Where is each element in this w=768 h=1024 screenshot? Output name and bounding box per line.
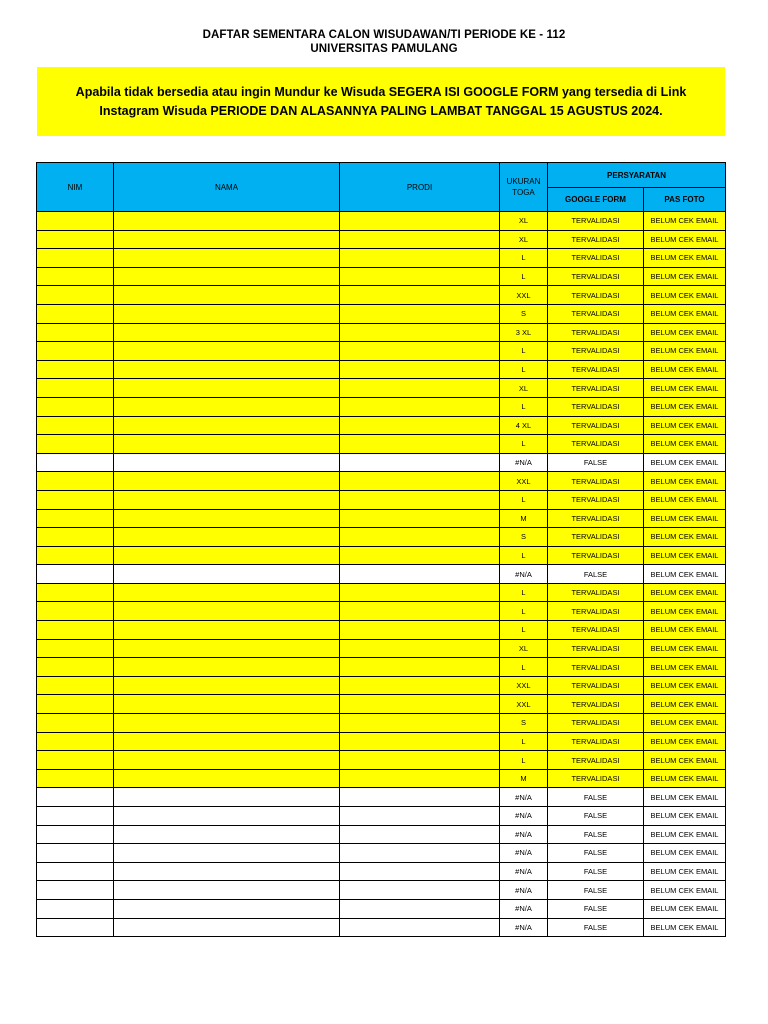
cell-google-form: TERVALIDASI — [548, 360, 644, 379]
header-nama: NAMA — [114, 163, 340, 212]
table-row — [37, 490, 726, 509]
cell-ukuran-toga: M — [500, 509, 548, 528]
cell-google-form: TERVALIDASI — [548, 751, 644, 770]
notice-line-2: Instagram Wisuda PERIODE DAN ALASANNYA PALING LAMBAT TANGGAL 15 AGUSTUS 2024. — [99, 103, 663, 118]
table-row — [37, 453, 726, 472]
cell-google-form: FALSE — [548, 862, 644, 881]
cell-nim — [37, 807, 114, 826]
cell-google-form: TERVALIDASI — [548, 732, 644, 751]
cell-nama — [114, 621, 340, 640]
cell-pas-foto: BELUM CEK EMAIL — [644, 565, 726, 584]
cell-google-form: TERVALIDASI — [548, 583, 644, 602]
cell-nama — [114, 249, 340, 268]
cell-prodi — [340, 490, 500, 509]
cell-prodi — [340, 583, 500, 602]
cell-ukuran-toga: L — [500, 249, 548, 268]
notice-banner — [37, 67, 725, 136]
cell-pas-foto: BELUM CEK EMAIL — [644, 379, 726, 398]
cell-google-form: TERVALIDASI — [548, 397, 644, 416]
cell-google-form: FALSE — [548, 453, 644, 472]
cell-nama — [114, 788, 340, 807]
cell-nama — [114, 397, 340, 416]
table-row — [37, 342, 726, 361]
table-row — [37, 769, 726, 788]
cell-google-form: FALSE — [548, 807, 644, 826]
cell-pas-foto: BELUM CEK EMAIL — [644, 528, 726, 547]
table-row — [37, 230, 726, 249]
table-row — [37, 304, 726, 323]
cell-nama — [114, 844, 340, 863]
cell-nim — [37, 695, 114, 714]
cell-nama — [114, 918, 340, 937]
cell-nim — [37, 528, 114, 547]
cell-ukuran-toga: XL — [500, 379, 548, 398]
cell-pas-foto: BELUM CEK EMAIL — [644, 918, 726, 937]
cell-prodi — [340, 267, 500, 286]
cell-prodi — [340, 639, 500, 658]
cell-nim — [37, 881, 114, 900]
cell-prodi — [340, 379, 500, 398]
cell-ukuran-toga: XL — [500, 639, 548, 658]
cell-pas-foto: BELUM CEK EMAIL — [644, 509, 726, 528]
cell-google-form: TERVALIDASI — [548, 472, 644, 491]
cell-pas-foto: BELUM CEK EMAIL — [644, 546, 726, 565]
cell-prodi — [340, 397, 500, 416]
cell-google-form: FALSE — [548, 899, 644, 918]
cell-prodi — [340, 621, 500, 640]
cell-prodi — [340, 899, 500, 918]
cell-google-form: TERVALIDASI — [548, 416, 644, 435]
cell-pas-foto: BELUM CEK EMAIL — [644, 825, 726, 844]
cell-nama — [114, 862, 340, 881]
cell-nim — [37, 676, 114, 695]
cell-google-form: TERVALIDASI — [548, 695, 644, 714]
table-row — [37, 583, 726, 602]
cell-google-form: TERVALIDASI — [548, 621, 644, 640]
table-row — [37, 844, 726, 863]
cell-pas-foto: BELUM CEK EMAIL — [644, 732, 726, 751]
table-row — [37, 379, 726, 398]
cell-google-form: TERVALIDASI — [548, 342, 644, 361]
cell-prodi — [340, 844, 500, 863]
cell-nim — [37, 453, 114, 472]
notice-text — [76, 83, 687, 121]
cell-prodi — [340, 918, 500, 937]
cell-prodi — [340, 249, 500, 268]
cell-google-form: TERVALIDASI — [548, 639, 644, 658]
cell-nim — [37, 379, 114, 398]
cell-nama — [114, 323, 340, 342]
cell-pas-foto: BELUM CEK EMAIL — [644, 602, 726, 621]
header-nim: NIM — [37, 163, 114, 212]
cell-nama — [114, 583, 340, 602]
cell-prodi — [340, 546, 500, 565]
cell-nim — [37, 621, 114, 640]
cell-nim — [37, 304, 114, 323]
cell-prodi — [340, 769, 500, 788]
cell-nim — [37, 360, 114, 379]
table-row — [37, 212, 726, 231]
table-row — [37, 658, 726, 677]
cell-nim — [37, 844, 114, 863]
cell-nama — [114, 230, 340, 249]
cell-nama — [114, 267, 340, 286]
cell-ukuran-toga: L — [500, 602, 548, 621]
cell-ukuran-toga: 4 XL — [500, 416, 548, 435]
cell-prodi — [340, 807, 500, 826]
cell-nama — [114, 528, 340, 547]
cell-google-form: TERVALIDASI — [548, 676, 644, 695]
cell-nama — [114, 509, 340, 528]
cell-prodi — [340, 342, 500, 361]
cell-prodi — [340, 825, 500, 844]
cell-nim — [37, 416, 114, 435]
cell-pas-foto: BELUM CEK EMAIL — [644, 453, 726, 472]
table-row — [37, 249, 726, 268]
cell-prodi — [340, 453, 500, 472]
cell-nama — [114, 751, 340, 770]
cell-pas-foto: BELUM CEK EMAIL — [644, 695, 726, 714]
table-row — [37, 918, 726, 937]
cell-nama — [114, 825, 340, 844]
cell-pas-foto: BELUM CEK EMAIL — [644, 342, 726, 361]
cell-nama — [114, 546, 340, 565]
cell-nama — [114, 490, 340, 509]
cell-nama — [114, 360, 340, 379]
cell-google-form: FALSE — [548, 788, 644, 807]
cell-nama — [114, 769, 340, 788]
cell-nim — [37, 546, 114, 565]
cell-google-form: TERVALIDASI — [548, 286, 644, 305]
cell-pas-foto: BELUM CEK EMAIL — [644, 304, 726, 323]
cell-prodi — [340, 212, 500, 231]
cell-google-form: TERVALIDASI — [548, 714, 644, 733]
cell-google-form: FALSE — [548, 844, 644, 863]
cell-ukuran-toga: S — [500, 528, 548, 547]
cell-ukuran-toga: #N/A — [500, 565, 548, 584]
cell-pas-foto: BELUM CEK EMAIL — [644, 323, 726, 342]
cell-prodi — [340, 732, 500, 751]
cell-pas-foto: BELUM CEK EMAIL — [644, 249, 726, 268]
table-row — [37, 416, 726, 435]
header-pas-foto: PAS FOTO — [644, 188, 726, 212]
cell-pas-foto: BELUM CEK EMAIL — [644, 862, 726, 881]
cell-ukuran-toga: L — [500, 435, 548, 454]
table-row — [37, 565, 726, 584]
cell-nama — [114, 416, 340, 435]
cell-google-form: TERVALIDASI — [548, 528, 644, 547]
cell-prodi — [340, 435, 500, 454]
cell-ukuran-toga: L — [500, 546, 548, 565]
cell-pas-foto: BELUM CEK EMAIL — [644, 769, 726, 788]
cell-nim — [37, 249, 114, 268]
cell-nim — [37, 658, 114, 677]
cell-pas-foto: BELUM CEK EMAIL — [644, 639, 726, 658]
cell-nama — [114, 435, 340, 454]
cell-google-form: TERVALIDASI — [548, 212, 644, 231]
cell-pas-foto: BELUM CEK EMAIL — [644, 490, 726, 509]
cell-ukuran-toga: #N/A — [500, 453, 548, 472]
cell-nim — [37, 565, 114, 584]
cell-google-form: TERVALIDASI — [548, 304, 644, 323]
table-row — [37, 528, 726, 547]
cell-pas-foto: BELUM CEK EMAIL — [644, 583, 726, 602]
cell-google-form: TERVALIDASI — [548, 267, 644, 286]
cell-nim — [37, 286, 114, 305]
cell-google-form: TERVALIDASI — [548, 490, 644, 509]
cell-google-form: TERVALIDASI — [548, 658, 644, 677]
cell-pas-foto: BELUM CEK EMAIL — [644, 286, 726, 305]
cell-ukuran-toga: XXL — [500, 676, 548, 695]
cell-google-form: FALSE — [548, 881, 644, 900]
cell-pas-foto: BELUM CEK EMAIL — [644, 435, 726, 454]
cell-prodi — [340, 751, 500, 770]
cell-ukuran-toga: #N/A — [500, 788, 548, 807]
cell-prodi — [340, 323, 500, 342]
cell-nim — [37, 490, 114, 509]
cell-nim — [37, 899, 114, 918]
table-row — [37, 602, 726, 621]
cell-nama — [114, 658, 340, 677]
cell-pas-foto: BELUM CEK EMAIL — [644, 397, 726, 416]
table-row — [37, 732, 726, 751]
table-row — [37, 862, 726, 881]
cell-google-form: FALSE — [548, 565, 644, 584]
table-row — [37, 825, 726, 844]
cell-ukuran-toga: L — [500, 342, 548, 361]
cell-google-form: TERVALIDASI — [548, 249, 644, 268]
table-row — [37, 881, 726, 900]
table-row — [37, 695, 726, 714]
cell-ukuran-toga: #N/A — [500, 825, 548, 844]
cell-ukuran-toga: L — [500, 360, 548, 379]
cell-nama — [114, 453, 340, 472]
cell-nim — [37, 472, 114, 491]
cell-nim — [37, 639, 114, 658]
cell-google-form: TERVALIDASI — [548, 230, 644, 249]
header-persyaratan: PERSYARATAN — [548, 163, 726, 188]
cell-prodi — [340, 602, 500, 621]
cell-nama — [114, 881, 340, 900]
header-google-form: GOOGLE FORM — [548, 188, 644, 212]
table-row — [37, 714, 726, 733]
cell-ukuran-toga: #N/A — [500, 807, 548, 826]
graduate-table — [36, 162, 726, 937]
cell-nim — [37, 862, 114, 881]
cell-nama — [114, 695, 340, 714]
cell-nim — [37, 435, 114, 454]
cell-ukuran-toga: L — [500, 732, 548, 751]
header-prodi: PRODI — [340, 163, 500, 212]
cell-ukuran-toga: XL — [500, 230, 548, 249]
cell-ukuran-toga: XXL — [500, 695, 548, 714]
cell-google-form: FALSE — [548, 825, 644, 844]
cell-ukuran-toga: XXL — [500, 286, 548, 305]
cell-google-form: TERVALIDASI — [548, 509, 644, 528]
cell-ukuran-toga: L — [500, 583, 548, 602]
table-row — [37, 267, 726, 286]
table-row — [37, 807, 726, 826]
cell-nama — [114, 732, 340, 751]
cell-nama — [114, 379, 340, 398]
cell-nim — [37, 583, 114, 602]
table-row — [37, 546, 726, 565]
cell-nama — [114, 714, 340, 733]
cell-nama — [114, 286, 340, 305]
cell-prodi — [340, 528, 500, 547]
cell-ukuran-toga: L — [500, 397, 548, 416]
document-title: DAFTAR SEMENTARA CALON WISUDAWAN/TI PERIODE KE - 112 — [202, 29, 566, 41]
cell-nim — [37, 732, 114, 751]
cell-prodi — [340, 509, 500, 528]
cell-prodi — [340, 862, 500, 881]
cell-ukuran-toga: L — [500, 490, 548, 509]
cell-pas-foto: BELUM CEK EMAIL — [644, 676, 726, 695]
cell-pas-foto: BELUM CEK EMAIL — [644, 881, 726, 900]
cell-ukuran-toga: #N/A — [500, 844, 548, 863]
cell-nama — [114, 602, 340, 621]
cell-nim — [37, 788, 114, 807]
cell-ukuran-toga: L — [500, 267, 548, 286]
table-row — [37, 788, 726, 807]
cell-ukuran-toga: L — [500, 658, 548, 677]
cell-prodi — [340, 658, 500, 677]
cell-nama — [114, 676, 340, 695]
cell-prodi — [340, 881, 500, 900]
table-row — [37, 435, 726, 454]
table-row — [37, 286, 726, 305]
cell-prodi — [340, 676, 500, 695]
cell-nim — [37, 602, 114, 621]
cell-ukuran-toga: #N/A — [500, 899, 548, 918]
cell-nim — [37, 769, 114, 788]
cell-prodi — [340, 714, 500, 733]
cell-prodi — [340, 416, 500, 435]
table-row — [37, 323, 726, 342]
cell-nama — [114, 899, 340, 918]
cell-nim — [37, 230, 114, 249]
cell-nim — [37, 323, 114, 342]
cell-ukuran-toga: L — [500, 621, 548, 640]
cell-ukuran-toga: #N/A — [500, 881, 548, 900]
cell-google-form: TERVALIDASI — [548, 546, 644, 565]
cell-pas-foto: BELUM CEK EMAIL — [644, 788, 726, 807]
cell-nim — [37, 825, 114, 844]
table-row — [37, 472, 726, 491]
table-body — [37, 212, 726, 937]
cell-prodi — [340, 360, 500, 379]
cell-nama — [114, 342, 340, 361]
cell-prodi — [340, 286, 500, 305]
cell-ukuran-toga: M — [500, 769, 548, 788]
cell-google-form: TERVALIDASI — [548, 379, 644, 398]
cell-google-form: TERVALIDASI — [548, 769, 644, 788]
cell-google-form: TERVALIDASI — [548, 323, 644, 342]
cell-nim — [37, 751, 114, 770]
cell-ukuran-toga: XXL — [500, 472, 548, 491]
cell-nim — [37, 267, 114, 286]
cell-nama — [114, 304, 340, 323]
table-row — [37, 360, 726, 379]
cell-ukuran-toga: XL — [500, 212, 548, 231]
cell-nim — [37, 714, 114, 733]
cell-ukuran-toga: #N/A — [500, 918, 548, 937]
document-subtitle: UNIVERSITAS PAMULANG — [310, 43, 458, 55]
table-row — [37, 621, 726, 640]
cell-google-form: TERVALIDASI — [548, 435, 644, 454]
cell-prodi — [340, 695, 500, 714]
cell-prodi — [340, 472, 500, 491]
cell-pas-foto: BELUM CEK EMAIL — [644, 416, 726, 435]
table-row — [37, 639, 726, 658]
cell-prodi — [340, 788, 500, 807]
cell-pas-foto: BELUM CEK EMAIL — [644, 472, 726, 491]
cell-pas-foto: BELUM CEK EMAIL — [644, 844, 726, 863]
cell-nim — [37, 397, 114, 416]
cell-nim — [37, 918, 114, 937]
cell-pas-foto: BELUM CEK EMAIL — [644, 751, 726, 770]
cell-nim — [37, 212, 114, 231]
cell-pas-foto: BELUM CEK EMAIL — [644, 230, 726, 249]
cell-nama — [114, 807, 340, 826]
cell-ukuran-toga: S — [500, 714, 548, 733]
cell-pas-foto: BELUM CEK EMAIL — [644, 714, 726, 733]
cell-prodi — [340, 230, 500, 249]
table-row — [37, 397, 726, 416]
cell-ukuran-toga: L — [500, 751, 548, 770]
cell-nama — [114, 212, 340, 231]
header-ukuran-toga: UKURAN TOGA — [500, 163, 548, 212]
document-header — [0, 28, 768, 56]
cell-pas-foto: BELUM CEK EMAIL — [644, 807, 726, 826]
cell-pas-foto: BELUM CEK EMAIL — [644, 360, 726, 379]
cell-pas-foto: BELUM CEK EMAIL — [644, 899, 726, 918]
table-row — [37, 509, 726, 528]
cell-ukuran-toga: 3 XL — [500, 323, 548, 342]
cell-nim — [37, 509, 114, 528]
cell-google-form: FALSE — [548, 918, 644, 937]
cell-pas-foto: BELUM CEK EMAIL — [644, 621, 726, 640]
cell-prodi — [340, 304, 500, 323]
table-row — [37, 899, 726, 918]
cell-prodi — [340, 565, 500, 584]
cell-ukuran-toga: S — [500, 304, 548, 323]
cell-pas-foto: BELUM CEK EMAIL — [644, 658, 726, 677]
table-row — [37, 751, 726, 770]
cell-nim — [37, 342, 114, 361]
cell-nama — [114, 639, 340, 658]
cell-pas-foto: BELUM CEK EMAIL — [644, 267, 726, 286]
table-row — [37, 676, 726, 695]
cell-google-form: TERVALIDASI — [548, 602, 644, 621]
cell-ukuran-toga: #N/A — [500, 862, 548, 881]
cell-nama — [114, 565, 340, 584]
notice-line-1: Apabila tidak bersedia atau ingin Mundur ke Wisuda SEGERA ISI GOOGLE FORM yang tersedia di Link — [75, 84, 687, 99]
cell-nama — [114, 472, 340, 491]
cell-pas-foto: BELUM CEK EMAIL — [644, 212, 726, 231]
